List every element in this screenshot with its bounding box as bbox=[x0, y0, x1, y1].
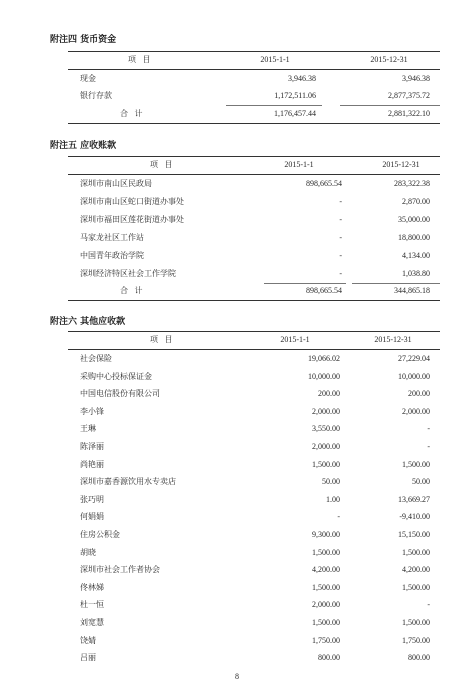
row-value-2015-1-1: 10,000.00 bbox=[308, 372, 340, 381]
row-value-2015-12-31: 10,000.00 bbox=[398, 372, 430, 381]
row-name: 胡晓 bbox=[80, 548, 96, 557]
header-col2: 2015-12-31 bbox=[382, 160, 420, 169]
table-row bbox=[0, 597, 474, 613]
row-value-2015-12-31: 1,038.80 bbox=[402, 269, 430, 278]
table-header-border bbox=[68, 349, 440, 350]
total-value-2015-1-1: 1,176,457.44 bbox=[274, 109, 316, 118]
total-value-2015-12-31: 2,881,322.10 bbox=[388, 109, 430, 118]
row-value-2015-1-1: 1,172,511.06 bbox=[274, 91, 316, 100]
row-value-2015-1-1: - bbox=[339, 197, 342, 206]
table-row bbox=[0, 88, 474, 104]
row-name: 王琳 bbox=[80, 424, 96, 433]
row-value-2015-12-31: 200.00 bbox=[408, 389, 430, 398]
row-name: 现金 bbox=[80, 74, 96, 83]
row-value-2015-1-1: - bbox=[339, 233, 342, 242]
row-name: 李小锋 bbox=[80, 407, 104, 416]
row-value-2015-12-31: 800.00 bbox=[408, 653, 430, 662]
row-name: 刘宽慧 bbox=[80, 618, 104, 627]
table-row bbox=[0, 248, 474, 264]
table-row bbox=[0, 351, 474, 367]
section-title-cash: 附注四 货币资金 bbox=[50, 35, 117, 45]
row-value-2015-12-31: 4,200.00 bbox=[402, 565, 430, 574]
row-value-2015-12-31: 2,877,375.72 bbox=[388, 91, 430, 100]
row-name: 银行存款 bbox=[80, 91, 112, 100]
row-name: 深圳经济特区社会工作学院 bbox=[80, 269, 176, 278]
row-value-2015-1-1: 19,066.02 bbox=[308, 354, 340, 363]
row-name: 中国电信股份有限公司 bbox=[80, 389, 160, 398]
header-col1: 2015-1-1 bbox=[260, 55, 290, 64]
row-value-2015-1-1: 1,500.00 bbox=[312, 460, 340, 469]
row-name: 张巧明 bbox=[80, 495, 104, 504]
row-value-2015-12-31: 13,669.27 bbox=[398, 495, 430, 504]
table-row bbox=[0, 404, 474, 420]
row-name: 佟林娣 bbox=[80, 583, 104, 592]
header-col2: 2015-12-31 bbox=[374, 335, 412, 344]
row-value-2015-12-31: 1,500.00 bbox=[402, 460, 430, 469]
total-row bbox=[0, 106, 474, 122]
header-item: 项 目 bbox=[128, 55, 153, 64]
row-value-2015-1-1: - bbox=[339, 251, 342, 260]
row-value-2015-1-1: 200.00 bbox=[318, 389, 340, 398]
row-value-2015-1-1: 3,946.38 bbox=[288, 74, 316, 83]
table-row bbox=[0, 369, 474, 385]
row-name: 深圳市福田区莲花街道办事处 bbox=[80, 215, 184, 224]
total-value-2015-1-1: 898,665.54 bbox=[306, 286, 342, 295]
section-title-other-receivables: 附注六 其他应收款 bbox=[50, 317, 126, 327]
row-value-2015-1-1: 9,300.00 bbox=[312, 530, 340, 539]
row-value-2015-1-1: 898,665.54 bbox=[306, 179, 342, 188]
row-value-2015-12-31: 50.00 bbox=[412, 477, 430, 486]
total-label: 合 计 bbox=[120, 286, 145, 295]
row-value-2015-12-31: 2,870.00 bbox=[402, 197, 430, 206]
table-row bbox=[0, 509, 474, 525]
row-name: 杜一恒 bbox=[80, 600, 104, 609]
row-value-2015-12-31: -9,410.00 bbox=[399, 512, 430, 521]
page-number: 8 bbox=[235, 672, 239, 681]
row-name: 马家龙社区工作站 bbox=[80, 233, 144, 242]
row-value-2015-1-1: 2,000.00 bbox=[312, 407, 340, 416]
row-name: 陈泽丽 bbox=[80, 442, 104, 451]
row-name: 吕丽 bbox=[80, 653, 96, 662]
row-value-2015-1-1: - bbox=[339, 269, 342, 278]
row-value-2015-1-1: 2,000.00 bbox=[312, 442, 340, 451]
table-row bbox=[0, 439, 474, 455]
row-name: 社会保险 bbox=[80, 354, 112, 363]
row-name: 饶婧 bbox=[80, 636, 96, 645]
row-name: 深圳市南山区蛇口街道办事处 bbox=[80, 197, 184, 206]
table-header-border bbox=[68, 69, 440, 70]
row-value-2015-1-1: 1,500.00 bbox=[312, 583, 340, 592]
row-value-2015-12-31: 18,800.00 bbox=[398, 233, 430, 242]
row-value-2015-12-31: 35,000.00 bbox=[398, 215, 430, 224]
total-value-2015-12-31: 344,865.18 bbox=[394, 286, 430, 295]
row-name: 深圳市南山区民政局 bbox=[80, 179, 152, 188]
row-value-2015-1-1: 1.00 bbox=[326, 495, 340, 504]
row-value-2015-12-31: 27,229.04 bbox=[398, 354, 430, 363]
row-value-2015-1-1: - bbox=[337, 512, 340, 521]
row-value-2015-1-1: - bbox=[339, 215, 342, 224]
table-row bbox=[0, 633, 474, 649]
table-row bbox=[0, 386, 474, 402]
row-value-2015-12-31: 4,134.00 bbox=[402, 251, 430, 260]
row-value-2015-12-31: - bbox=[427, 424, 430, 433]
row-value-2015-12-31: - bbox=[427, 600, 430, 609]
row-value-2015-1-1: 4,200.00 bbox=[312, 565, 340, 574]
row-name: 何娟娟 bbox=[80, 512, 104, 521]
row-value-2015-1-1: 1,500.00 bbox=[312, 548, 340, 557]
header-col1: 2015-1-1 bbox=[280, 335, 310, 344]
table-row bbox=[0, 474, 474, 490]
table-row bbox=[0, 580, 474, 596]
row-name: 采购中心投标保证金 bbox=[80, 372, 152, 381]
table-row bbox=[0, 421, 474, 437]
table-header-row bbox=[0, 332, 474, 348]
header-item: 项 目 bbox=[150, 160, 175, 169]
table-header-row bbox=[0, 52, 474, 68]
row-value-2015-1-1: 1,750.00 bbox=[312, 636, 340, 645]
row-value-2015-12-31: 1,750.00 bbox=[402, 636, 430, 645]
table-row bbox=[0, 266, 474, 282]
row-value-2015-1-1: 50.00 bbox=[322, 477, 340, 486]
table-header-row bbox=[0, 157, 474, 173]
row-name: 深圳市社会工作者协会 bbox=[80, 565, 160, 574]
row-value-2015-1-1: 1,500.00 bbox=[312, 618, 340, 627]
section-title-receivables: 附注五 应收账款 bbox=[50, 141, 117, 151]
table-row bbox=[0, 194, 474, 210]
table-row bbox=[0, 212, 474, 228]
row-value-2015-12-31: 3,946.38 bbox=[402, 74, 430, 83]
row-value-2015-12-31: 2,000.00 bbox=[402, 407, 430, 416]
row-name: 尚艳丽 bbox=[80, 460, 104, 469]
table-bottom-border bbox=[68, 123, 440, 124]
row-name: 深圳市嘉香源饮用水专卖店 bbox=[80, 477, 176, 486]
row-name: 住房公积金 bbox=[80, 530, 120, 539]
row-value-2015-12-31: 283,322.38 bbox=[394, 179, 430, 188]
table-row bbox=[0, 457, 474, 473]
total-label: 合 计 bbox=[120, 109, 145, 118]
table-bottom-border bbox=[68, 300, 440, 301]
table-row bbox=[0, 615, 474, 631]
table-row bbox=[0, 527, 474, 543]
row-value-2015-12-31: 1,500.00 bbox=[402, 618, 430, 627]
row-value-2015-1-1: 800.00 bbox=[318, 653, 340, 662]
table-row bbox=[0, 176, 474, 192]
row-value-2015-12-31: 15,150.00 bbox=[398, 530, 430, 539]
row-value-2015-12-31: - bbox=[427, 442, 430, 451]
row-value-2015-12-31: 1,500.00 bbox=[402, 583, 430, 592]
table-row bbox=[0, 650, 474, 666]
table-row bbox=[0, 545, 474, 561]
table-row bbox=[0, 71, 474, 87]
table-row bbox=[0, 230, 474, 246]
header-col2: 2015-12-31 bbox=[370, 55, 408, 64]
header-col1: 2015-1-1 bbox=[284, 160, 314, 169]
row-value-2015-1-1: 2,000.00 bbox=[312, 600, 340, 609]
table-header-border bbox=[68, 174, 440, 175]
table-row bbox=[0, 492, 474, 508]
row-value-2015-1-1: 3,550.00 bbox=[312, 424, 340, 433]
row-name: 中国青年政治学院 bbox=[80, 251, 144, 260]
header-item: 项 目 bbox=[150, 335, 175, 344]
row-value-2015-12-31: 1,500.00 bbox=[402, 548, 430, 557]
total-row bbox=[0, 283, 474, 299]
table-row bbox=[0, 562, 474, 578]
